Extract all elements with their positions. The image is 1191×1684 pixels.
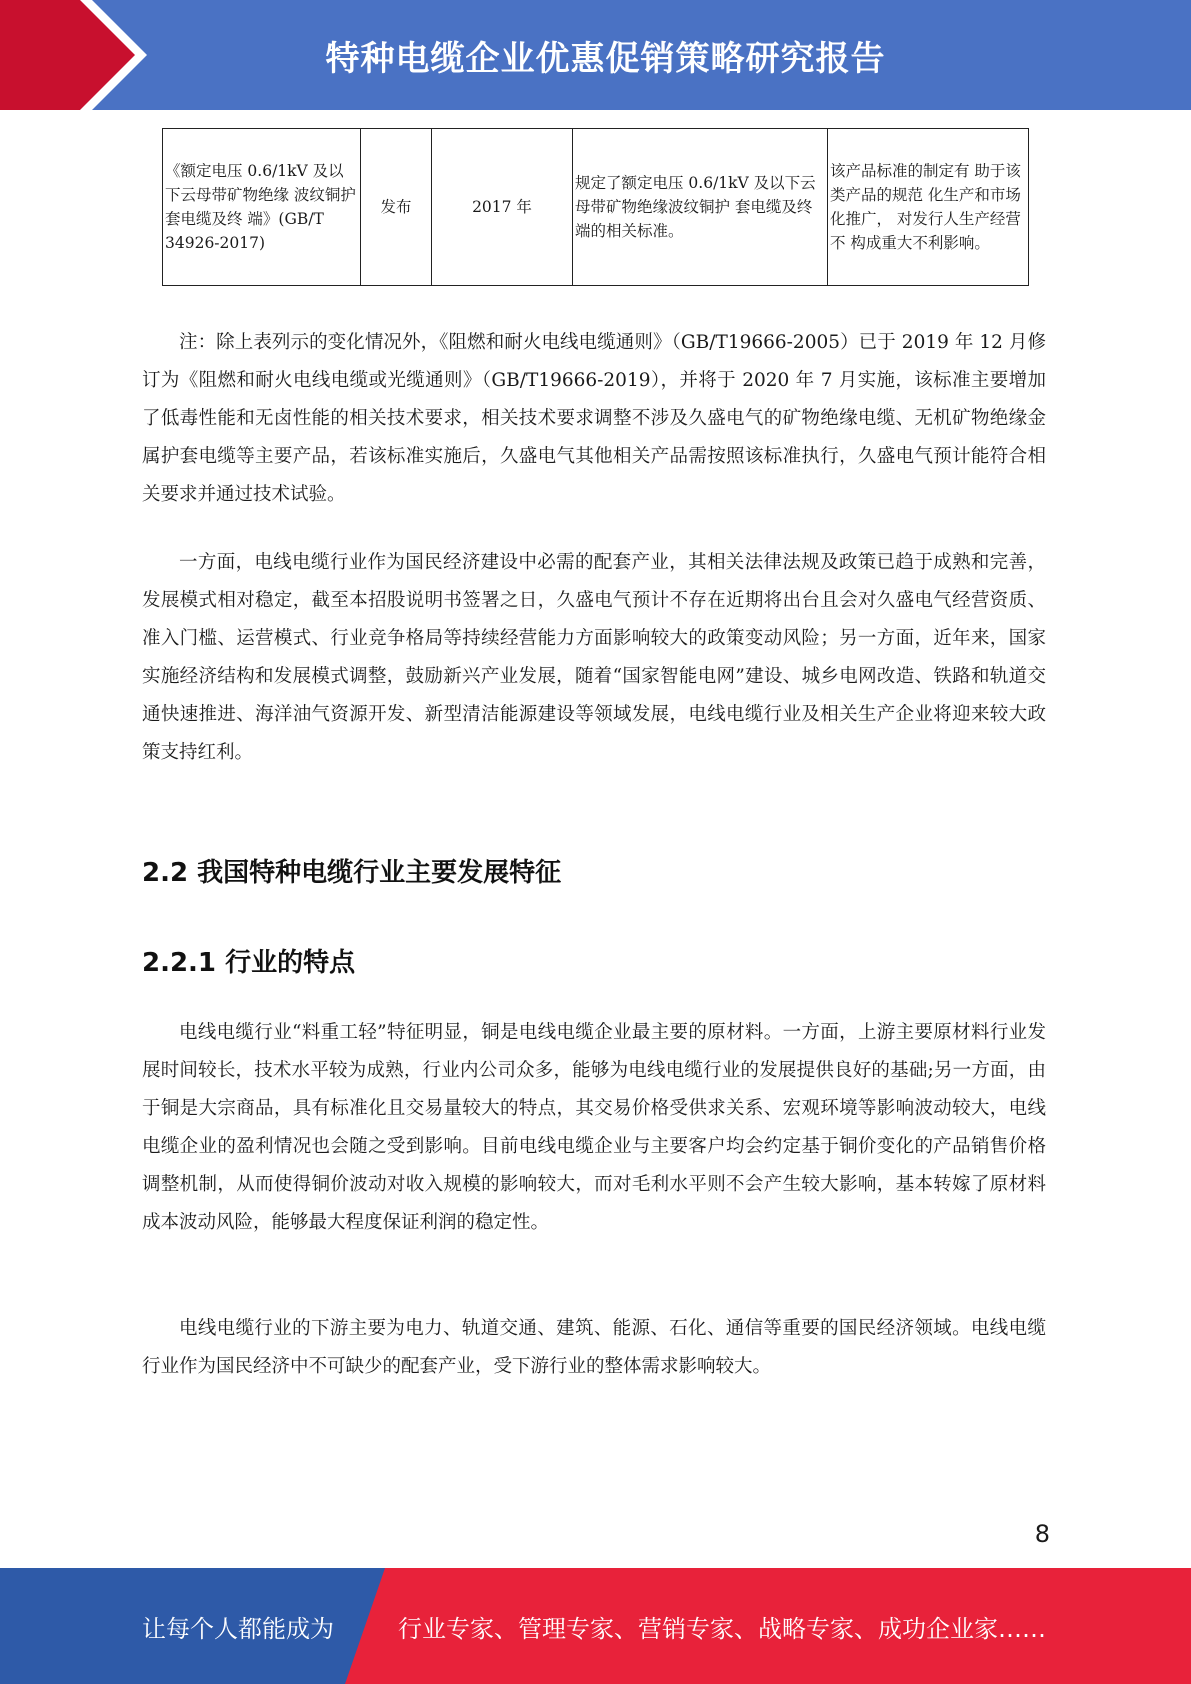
footer-slogan-right: 行业专家、管理专家、营销专家、战略专家、成功企业家…… [398, 1614, 1046, 1643]
cell-content: 规定了额定电压 0.6/1kV 及以下云母带矿物绝缘波纹铜护 套电缆及终端的相关标准。 [573, 129, 828, 286]
cell-impact: 该产品标准的制定有 助于该类产品的规范 化生产和市场化推广， 对发行人生产经营不 构成重大不利影响。 [828, 129, 1029, 286]
feature-paragraph-1: 电线电缆行业“料重工轻”特征明显，铜是电线电缆企业最主要的原材料。一方面，上游主要原材料行业发展时间较长，技术水平较为成熟，行业内公司众多，能够为电线电缆行业的发展提供良好的基础;另一方面，由于铜是大宗商品，具有标准化且交易量较大的特点，其交易价格受供求关系、宏观环境等影响波动较大，电线电缆企业的盈利情况也会随之受到影响。目前电线电缆企业与主要客户均会约定基于铜价变化的产品销售价格调整机制，从而使得铜价波动对收入规模的影响较大，而对毛利水平则不会产生较大影响，基本转嫁了原材料成本波动风险，能够最大程度保证利润的稳定性。 [142, 1022, 1046, 1233]
page-number: 8 [1034, 1520, 1050, 1548]
page-footer [0, 1568, 1191, 1684]
policy-paragraph: 一方面，电线电缆行业作为国民经济建设中必需的配套产业，其相关法律法规及政策已趋于成熟和完善，发展模式相对稳定，截至本招股说明书签署之日，久盛电气预计不存在近期将出台且会对久盛电气经营资质、准入门槛、运营模式、行业竞争格局等持续经营能力方面影响较大的政策变动风险；另一方面，近年来，国家实施经济结构和发展模式调整，鼓励新兴产业发展，随着“国家智能电网”建设、城乡电网改造、铁路和轨道交通快速推进、海洋油气资源开发、新型清洁能源建设等领域发展，电线电缆行业及相关生产企业将迎来较大政策支持红利。 [142, 552, 1046, 763]
cell-year: 2017 年 [432, 129, 573, 286]
standards-table [162, 128, 1029, 286]
footer-slogan-left: 让每个人都能成为 [142, 1614, 334, 1643]
page-header [0, 0, 1191, 110]
cell-status: 发布 [361, 129, 432, 286]
note-paragraph: 注：除上表列示的变化情况外，《阻燃和耐火电线电缆通则》（GB/T19666-2005）已于 2019 年 12 月修订为《阻燃和耐火电线电缆或光缆通则》（GB/T19666-2019），并将于 2020 年 7 月实施，该标准主要增加了低毒性能和无卤性能的相关技术要求，相关技术要求调整不涉及久盛电气的矿物绝缘电缆、无机矿物绝缘金属护套电缆等主要产品，若该标准实施后，久盛电气其他相关产品需按照该标准执行，久盛电气预计能符合相关要求并通过技术试验。 [142, 332, 1046, 505]
cell-standard-name: 《额定电压 0.6/1kV 及以下云母带矿物绝缘 波纹铜护套电缆及终 端》(GB/T 34926-2017) [163, 129, 361, 286]
section-heading: 2.2 我国特种电缆行业主要发展特征 [142, 858, 562, 888]
subsection-heading: 2.2.1 行业的特点 [142, 948, 356, 978]
feature-paragraph-2: 电线电缆行业的下游主要为电力、轨道交通、建筑、能源、石化、通信等重要的国民经济领域。电线电缆行业作为国民经济中不可缺少的配套产业，受下游行业的整体需求影响较大。 [142, 1318, 1046, 1377]
report-title: 特种电缆企业优惠促销策略研究报告 [325, 38, 886, 79]
table-row [163, 129, 1029, 286]
